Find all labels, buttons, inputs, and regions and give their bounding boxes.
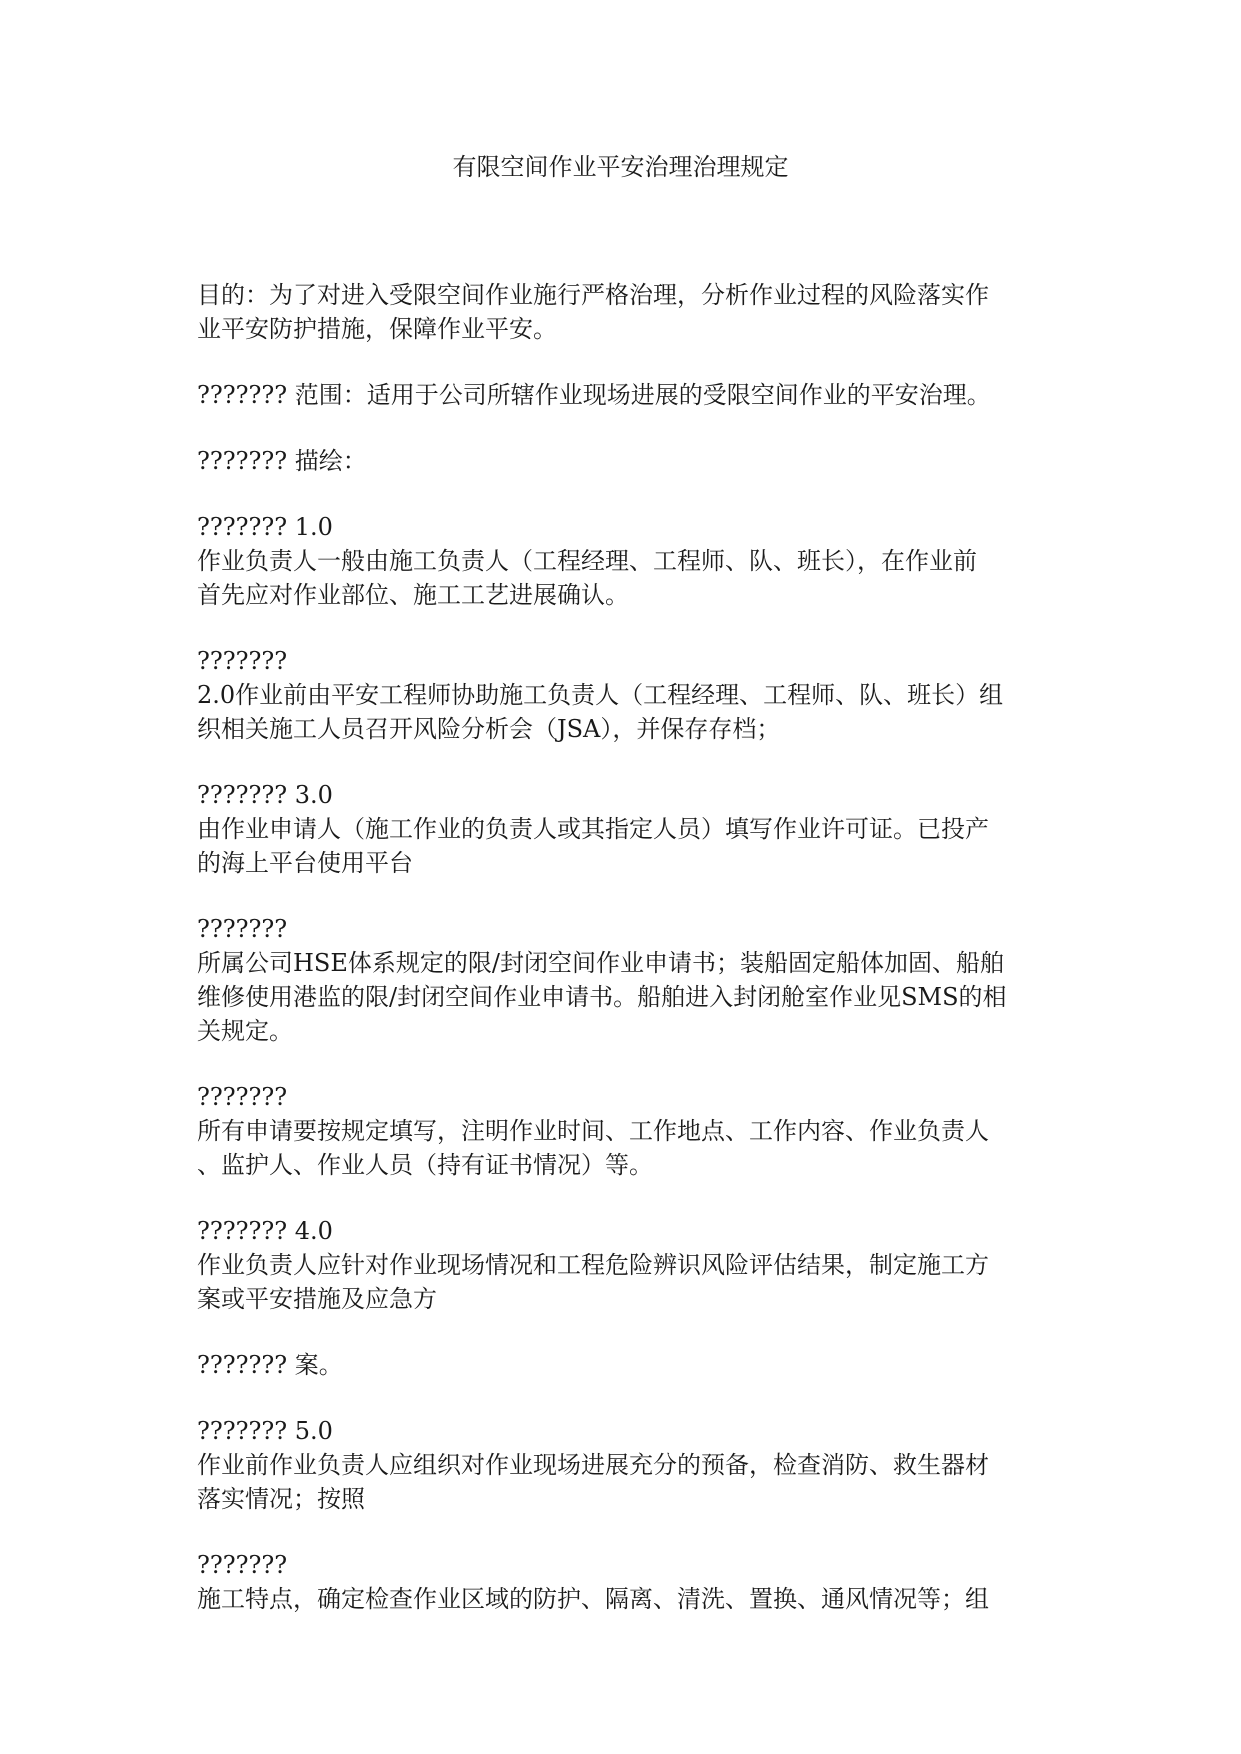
text-line: ??????? — [197, 1083, 288, 1111]
text-line: ??????? — [197, 1551, 288, 1579]
text-line: 2.0作业前由平安工程师协助施工负责人（工程经理、工程师、队、班长）组 — [197, 681, 1004, 709]
text-line: 作业负责人一般由施工负责人（工程经理、工程师、队、班长），在作业前 — [197, 547, 977, 575]
text-line: ??????? 案。 — [197, 1351, 343, 1379]
paragraph — [197, 378, 1057, 412]
text-line: ??????? 4.0 — [197, 1217, 333, 1245]
paragraph — [197, 778, 1057, 880]
text-line: 落实情况；按照 — [197, 1485, 365, 1513]
paragraph — [197, 278, 1057, 346]
text-line: ??????? 5.0 — [197, 1417, 333, 1445]
paragraph — [197, 644, 1057, 746]
text-line: 维修使用港监的限/封闭空间作业申请书。船舶进入封闭舱室作业见SMS的相 — [197, 983, 1007, 1011]
paragraph — [197, 912, 1057, 1048]
text-line: 作业负责人应针对作业现场情况和工程危险辨识风险评估结果，制定施工方 — [197, 1251, 989, 1279]
text-line: 作业前作业负责人应组织对作业现场进展充分的预备，检查消防、救生器材 — [197, 1451, 989, 1479]
text-line: ??????? 1.0 — [197, 513, 333, 541]
text-line: 施工特点，确定检查作业区域的防护、隔离、清洗、置换、通风情况等；组 — [197, 1585, 989, 1613]
document-body — [197, 278, 1057, 1648]
text-line: 目的：为了对进入受限空间作业施行严格治理，分析作业过程的风险落实作 — [197, 281, 989, 309]
text-line: 织相关施工人员召开风险分析会（JSA），并保存存档； — [197, 715, 781, 743]
paragraph — [197, 1548, 1057, 1616]
paragraph — [197, 444, 1057, 478]
paragraph — [197, 1414, 1057, 1516]
text-line: 由作业申请人（施工作业的负责人或其指定人员）填写作业许可证。已投产 — [197, 815, 989, 843]
paragraph — [197, 510, 1057, 612]
paragraph — [197, 1214, 1057, 1316]
text-line: 案或平安措施及应急方 — [197, 1285, 437, 1313]
text-line: ??????? — [197, 915, 288, 943]
document-title: 有限空间作业平安治理治理规定 — [452, 153, 789, 181]
text-line: 、监护人、作业人员（持有证书情况）等。 — [197, 1151, 653, 1179]
text-line: 业平安防护措施，保障作业平安。 — [197, 315, 557, 343]
paragraph — [197, 1348, 1057, 1382]
text-line: ??????? 3.0 — [197, 781, 333, 809]
text-line: 的海上平台使用平台 — [197, 849, 413, 877]
text-line: ??????? 描绘： — [197, 447, 367, 475]
text-line: 所属公司HSE体系规定的限/封闭空间作业申请书；装船固定船体加固、船舶 — [197, 949, 1004, 977]
text-line: 所有申请要按规定填写，注明作业时间、工作地点、工作内容、作业负责人 — [197, 1117, 989, 1145]
text-line: 首先应对作业部位、施工工艺进展确认。 — [197, 581, 629, 609]
text-line: ??????? 范围：适用于公司所辖作业现场进展的受限空间作业的平安治理。 — [197, 381, 991, 409]
text-line: 关规定。 — [197, 1017, 293, 1045]
paragraph — [197, 1080, 1057, 1182]
text-line: ??????? — [197, 647, 288, 675]
